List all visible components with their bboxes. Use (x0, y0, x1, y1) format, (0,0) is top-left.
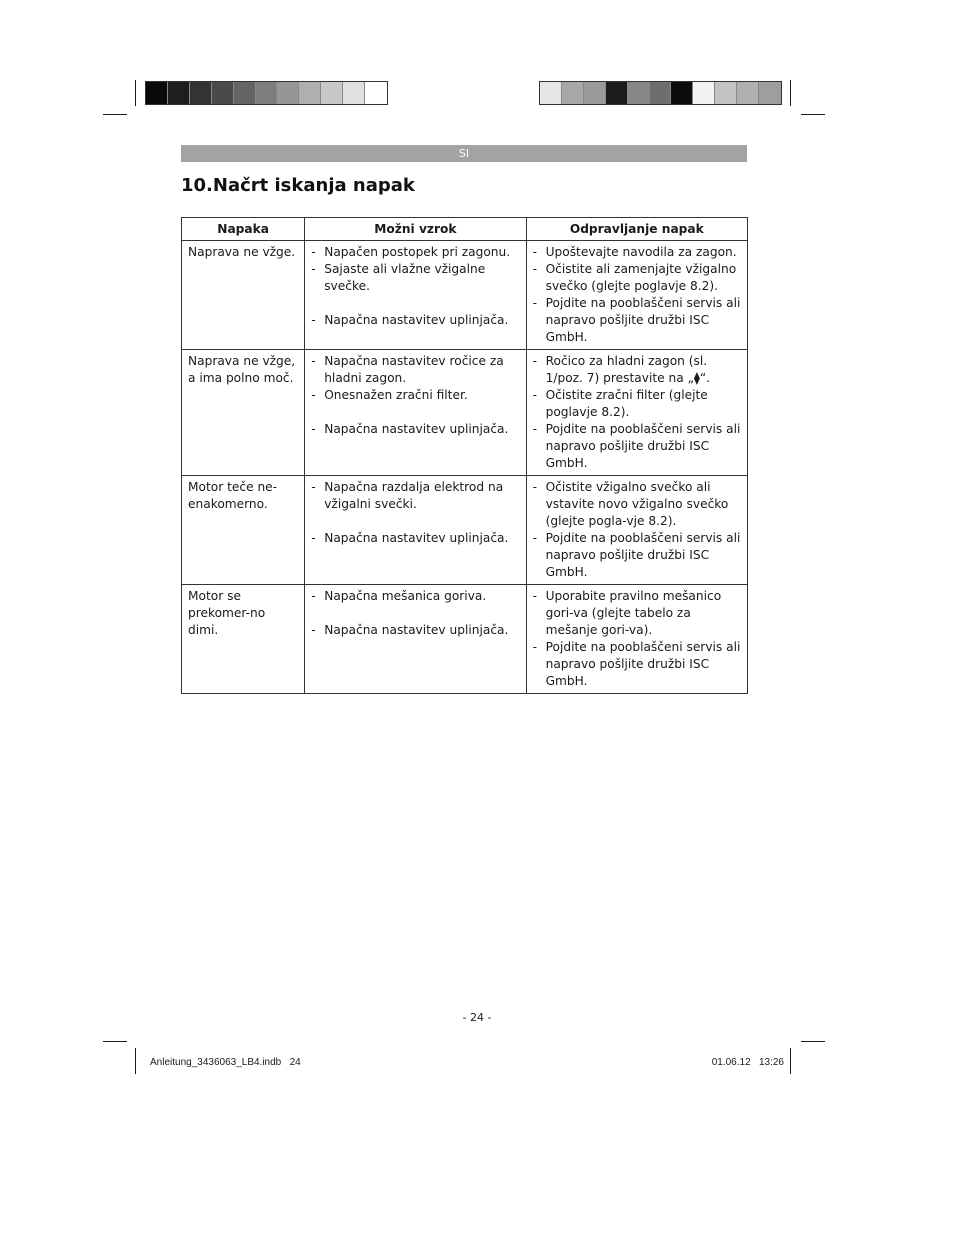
crop-mark (103, 114, 127, 115)
cause-cell (305, 585, 526, 694)
color-swatch (562, 82, 584, 104)
remedy-cell (526, 585, 747, 694)
crop-mark (790, 80, 791, 106)
color-swatch (256, 82, 278, 104)
column-header-cause: Možni vzrok (305, 218, 526, 241)
troubleshooting-table (181, 217, 748, 694)
language-header (181, 145, 747, 162)
list-item: - Napačna razdalja elektrod na vžigalni svečki. (311, 479, 519, 513)
table-row (182, 585, 748, 694)
remedy-list (533, 588, 741, 690)
cause-list (311, 479, 519, 547)
remedy-list (533, 353, 741, 472)
fault-cell: Motor teče ne-enakomerno. (182, 476, 305, 585)
color-swatch (715, 82, 737, 104)
list-item: - Uporabite pravilno mešanico gori-va (glejte tabelo za mešanje gori-va). (533, 588, 741, 639)
section-title: 10.Načrt iskanja napak (181, 175, 415, 196)
fault-cell: Motor se prekomer-no dimi. (182, 585, 305, 694)
color-swatch (540, 82, 562, 104)
list-item: - Pojdite na pooblaščeni servis ali napravo pošljite družbi ISC GmbH. (533, 530, 741, 581)
fault-cell: Naprava ne vžge. (182, 241, 305, 350)
color-swatch (693, 82, 715, 104)
crop-mark (103, 1041, 127, 1042)
crop-mark (801, 114, 825, 115)
color-swatch (146, 82, 168, 104)
list-item: - Napačna nastavitev uplinjača. (311, 530, 519, 547)
list-item: - Pojdite na pooblaščeni servis ali napravo pošljite družbi ISC GmbH. (533, 639, 741, 690)
cause-list (311, 588, 519, 639)
color-swatch (190, 82, 212, 104)
color-swatch (650, 82, 672, 104)
list-item: - Pojdite na pooblaščeni servis ali napravo pošljite družbi ISC GmbH. (533, 295, 741, 346)
color-swatch (628, 82, 650, 104)
color-swatch (168, 82, 190, 104)
color-swatch (299, 82, 321, 104)
remedy-list (533, 244, 741, 346)
list-item: - Napačna nastavitev uplinjača. (311, 622, 519, 639)
color-swatch (671, 82, 693, 104)
color-swatch (584, 82, 606, 104)
crop-mark (135, 80, 136, 106)
list-item: - Očistite zračni filter (glejte poglavje 8.2). (533, 387, 741, 421)
list-item: - Napačen postopek pri zagonu. (311, 244, 519, 261)
language-code: SI (458, 147, 470, 160)
remedy-cell (526, 350, 747, 476)
column-header-fault: Napaka (182, 218, 305, 241)
color-swatch (737, 82, 759, 104)
file-slug: Anleitung_3436063_LB4.indb 24 (150, 1057, 301, 1068)
remedy-cell (526, 476, 747, 585)
list-item: - Napačna mešanica goriva. (311, 588, 519, 605)
cause-list (311, 353, 519, 438)
page-number: - 24 - (462, 1011, 492, 1024)
color-swatch (759, 82, 781, 104)
color-swatch (343, 82, 365, 104)
color-swatch (277, 82, 299, 104)
table-row (182, 241, 748, 350)
list-item: - Sajaste ali vlažne vžigalne svečke. (311, 261, 519, 295)
table-row (182, 476, 748, 585)
cause-cell (305, 476, 526, 585)
list-item: - Ročico za hladni zagon (sl. 1/poz. 7) prestavite na „⧫“. (533, 353, 741, 387)
color-swatch (321, 82, 343, 104)
color-calibration-bar-left (145, 81, 388, 105)
crop-mark (790, 1048, 791, 1074)
crop-mark (135, 1048, 136, 1074)
list-item: - Pojdite na pooblaščeni servis ali napravo pošljite družbi ISC GmbH. (533, 421, 741, 472)
color-swatch (606, 82, 628, 104)
remedy-cell (526, 241, 747, 350)
list-item: - Napačna nastavitev uplinjača. (311, 421, 519, 438)
list-item: - Napačna nastavitev ročice za hladni zagon. (311, 353, 519, 387)
table-row (182, 350, 748, 476)
list-item: - Očistite ali zamenjajte vžigalno svečko (glejte poglavje 8.2). (533, 261, 741, 295)
crop-mark (801, 1041, 825, 1042)
remedy-list (533, 479, 741, 581)
color-swatch (212, 82, 234, 104)
list-item: - Napačna nastavitev uplinjača. (311, 312, 519, 329)
list-item: - Upoštevajte navodila za zagon. (533, 244, 741, 261)
cause-cell (305, 350, 526, 476)
list-item: - Onesnažen zračni filter. (311, 387, 519, 404)
fault-cell: Naprava ne vžge, a ima polno moč. (182, 350, 305, 476)
color-swatch (365, 82, 387, 104)
column-header-remedy: Odpravljanje napak (526, 218, 747, 241)
cause-list (311, 244, 519, 329)
date-slug: 01.06.12 13:26 (711, 1057, 784, 1068)
color-calibration-bar-right (539, 81, 782, 105)
list-item: - Očistite vžigalno svečko ali vstavite novo vžigalno svečko (glejte pogla-vje 8.2). (533, 479, 741, 530)
color-swatch (234, 82, 256, 104)
table-header-row (182, 218, 748, 241)
cause-cell (305, 241, 526, 350)
